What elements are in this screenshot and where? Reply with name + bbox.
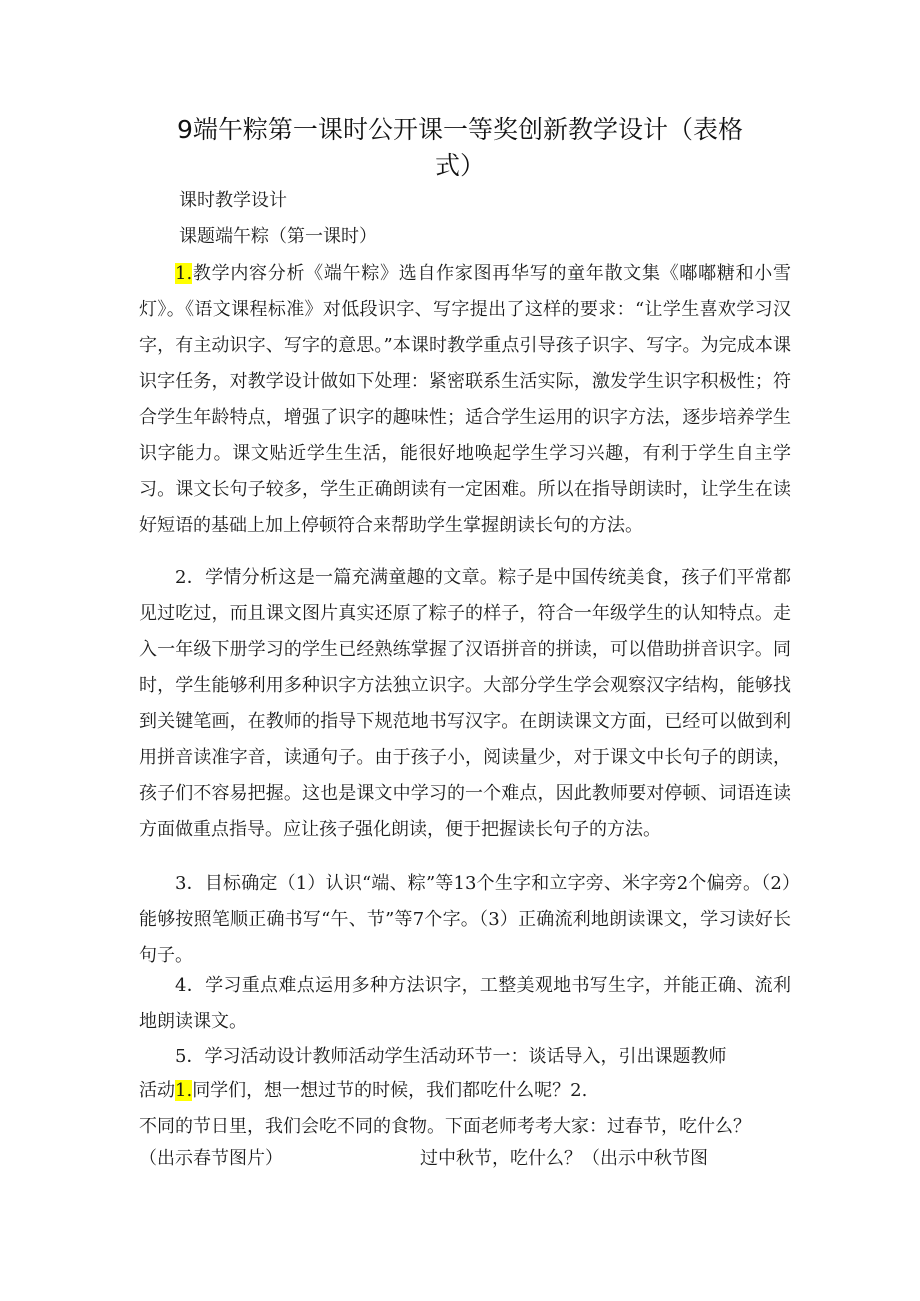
section-activity-line-1: 5．学习活动设计教师活动学生活动环节一：谈话导入，引出课题教师 [175, 1046, 727, 1067]
section-objectives: 3．目标确定（1）认识“端、粽”等13个生字和立字旁、米字旁2个偏旁。（2）能够按照笔顺正确书写“午、节”等7个字。（3）正确流利地朗读课文，学习读好长句子。 [139, 873, 791, 966]
section-activity-line-3: 不同的节日里，我们会吃不同的食物。下面老师考考大家：过春节，吃什么？ [139, 1116, 751, 1137]
section-text: 教学内容分析《端午粽》选自作家图再华写的童年散文集《嘟嘟糖和小雪灯》。《语文课程标准》对低段识字、写字提出了这样的要求：“让学生喜欢学习汉字，有主动识字、写字的意思。”本课时教学重点引导孩子识字、写字。为完成本课识字任务，对教学设计做如下处理：紧密联系生活实际，激发学生识字积极性；符合学生年龄特点，增强了识字的趣味性；适合学生运用的识字方法，逐步培养学生识字能力。课文贴近学生生活，能很好地唤起学生学习兴趣，有利于学生自主学习。课文长句子较多，学生正确朗读有一定困难。所以在指导朗读时，让学生在读好短语的基础上加上停顿符合来帮助学生掌握朗读长句的方法。 [139, 263, 791, 536]
title-line-1: 9端午粽第一课时公开课一等奖创新教学设计（表格 [177, 115, 743, 144]
highlighted-number: 1. [175, 1080, 193, 1101]
section-key-points: 4．学习重点难点运用多种方法识字，工整美观地书写生字，并能正确、流利地朗读课文。 [139, 975, 791, 1032]
title-line-2: 式） [434, 151, 485, 180]
section-activity-line-4-right: 过中秋节，吃什么？（出示中秋节图 [420, 1148, 708, 1169]
section-activity-line-2 [139, 1076, 587, 1102]
document-title [150, 112, 770, 184]
lesson-topic: 课题端午粽（第一课时） [179, 226, 377, 247]
section-content-analysis [139, 256, 791, 544]
activity-label: 活动 [139, 1080, 175, 1101]
lesson-design-heading: 课时教学设计 [179, 190, 287, 211]
section-activity-line-4-left: （出示春节图片） [139, 1148, 283, 1169]
section-learner-analysis: 2．学情分析这是一篇充满童趣的文章。粽子是中国传统美食，孩子们平常都见过吃过，而且课文图片真实还原了粽子的样子，符合一年级学生的认知特点。走入一年级下册学习的学生已经熟练掌握了汉语拼音的拼读，可以借助拼音识字。同时，学生能够利用多种识字方法独立识字。大部分学生学会观察汉字结构，能够找到关键笔画，在教师的指导下规范地书写汉字。在朗读课文方面，已经可以做到利用拼音读准字音，读通句子。由于孩子小，阅读量少，对于课文中长句子的朗读，孩子们不容易把握。这也是课文中学习的一个难点，因此教师要对停顿、词语连读方面做重点指导。应让孩子强化朗读，便于把握读长句子的方法。 [139, 567, 791, 840]
activity-text: 同学们，想一想过节的时候，我们都吃什么呢？2. [192, 1080, 588, 1101]
highlighted-number: 1. [175, 263, 193, 284]
